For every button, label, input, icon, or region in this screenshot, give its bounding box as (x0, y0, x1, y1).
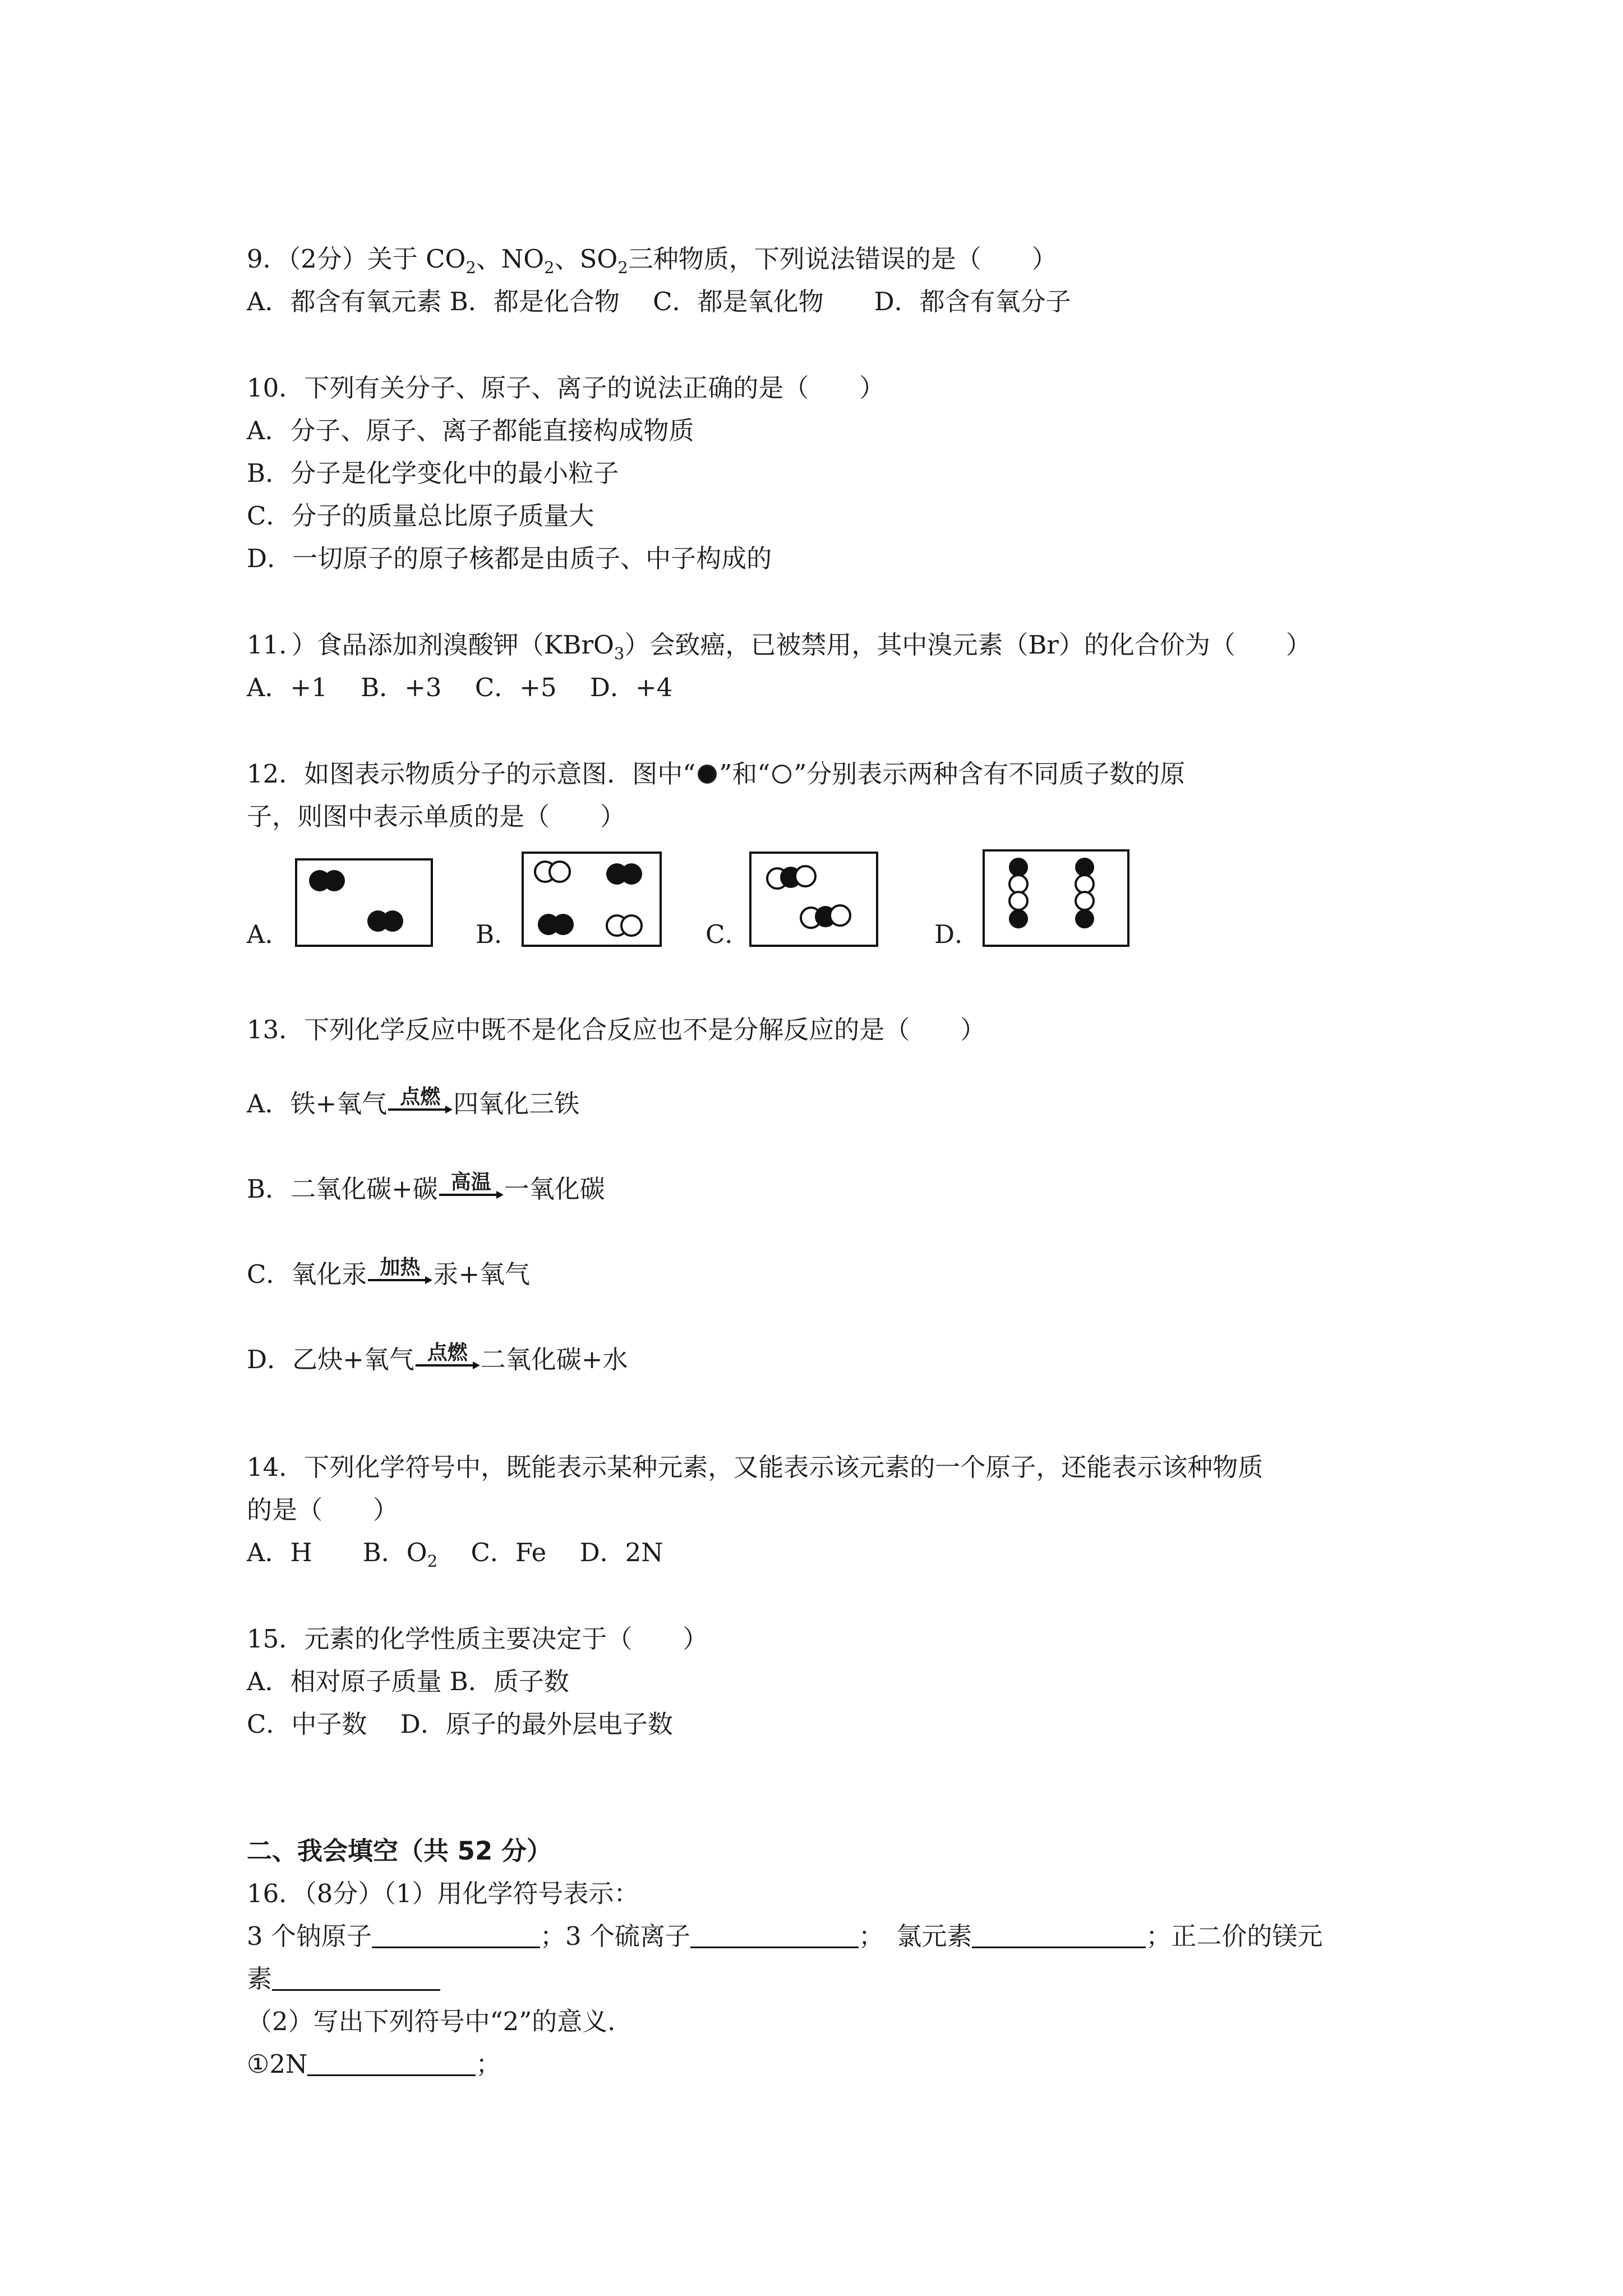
molecule-diagram-c (749, 852, 878, 947)
q16-stem: 16．（8分）（1）用化学符号表示： (247, 1879, 639, 1908)
answer-blank[interactable] (272, 1966, 440, 1991)
q10-option-c: C．分子的质量总比原子质量大 (247, 501, 594, 531)
molecule-diagram-b (522, 852, 662, 947)
q12-stem-line2: 子，则图中表示单质的是（ ） (247, 802, 626, 831)
q12-label-b: B． (476, 919, 520, 949)
q14-options: A．H B．$O_2$ C．Fe D．2N (247, 1538, 663, 1571)
answer-blank[interactable] (307, 2051, 476, 2076)
q12-label-a: A． (247, 919, 291, 949)
answer-blank[interactable] (972, 1923, 1146, 1948)
white-atom-icon (772, 765, 791, 784)
q16-part2: （2）写出下列符号中“2”的意义． (247, 2007, 633, 2036)
q10-option-b: B．分子是化学变化中的最小粒子 (247, 458, 619, 488)
q14-stem: 14．下列化学符号中，既能表示某种元素，又能表示该元素的一个原子，还能表示该种物质 (247, 1452, 1264, 1482)
q13-option-c: C．氧化汞 加热 汞+氧气 (247, 1258, 530, 1291)
q15-option-cd: C．中子数 D．原子的最外层电子数 (247, 1709, 673, 1739)
section-title: 二、我会填空（共 52 分） (247, 1836, 552, 1866)
q13-option-b: B．二氧化碳+碳 高温 一氧化碳 (247, 1172, 605, 1206)
q10-option-a: A．分子、原子、离子都能直接构成物质 (247, 416, 694, 445)
q12-stem: 12．如图表示物质分子的示意图．图中“ ”和“ ”分别表示两种含有不同质子数的原 (247, 759, 1186, 789)
molecule-diagram-a (295, 858, 433, 947)
q10-stem: 10．下列有关分子、原子、离子的说法正确的是（ ） (247, 373, 885, 403)
q12-label-d: D． (934, 919, 980, 949)
answer-blank[interactable] (690, 1923, 859, 1948)
molecule-diagram-d (983, 849, 1129, 947)
q14-stem-line2: 的是（ ） (247, 1495, 399, 1525)
q16-item1: ①2N ； (247, 2049, 501, 2079)
q13-option-a: A．铁+氧气 点燃 四氧化三铁 (247, 1087, 579, 1121)
q15-option-ab: A．相对原子质量 B．质子数 (247, 1667, 569, 1696)
q16-part1-line2: 素 (247, 1962, 440, 1996)
q13-stem: 13．下列化学反应中既不是化合反应也不是分解反应的是（ ） (247, 1015, 986, 1045)
q11-stem: 11．）食品添加剂溴酸钾（KBrO$_3$）会致癌，已被禁用，其中溴元素（Br）的化合价为（ ） (247, 630, 1311, 663)
q12-label-c: C． (706, 919, 750, 949)
q13-option-d: D．乙炔+氧气 点燃 二氧化碳+水 (247, 1343, 628, 1377)
black-atom-icon (698, 765, 717, 784)
reaction-arrow: 加热 (367, 1258, 433, 1291)
q10-option-d: D．一切原子的原子核都是由质子、中子构成的 (247, 544, 772, 573)
q11-options: A．+1 B．+3 C．+5 D．+4 (247, 673, 673, 702)
reaction-arrow: 点燃 (414, 1343, 481, 1377)
q15-stem: 15．元素的化学性质主要决定于（ ） (247, 1624, 708, 1654)
answer-blank[interactable] (372, 1923, 540, 1948)
q9-options: A．都含有氧元素 B．都是化合物 C．都是氧化物 D．都含有氧分子 (247, 287, 1071, 316)
q16-part1-line: 3 个钠原子 ；3 个硫离子 ； 氯元素 ；正二价的镁元 (247, 1921, 1323, 1951)
reaction-arrow: 高温 (438, 1172, 504, 1206)
q9-stem: 9．（2分）关于 $CO_2$、$NO_2$、$SO_2$三种物质，下列说法错误的是（ ） (247, 244, 1057, 277)
reaction-arrow: 点燃 (387, 1087, 453, 1121)
